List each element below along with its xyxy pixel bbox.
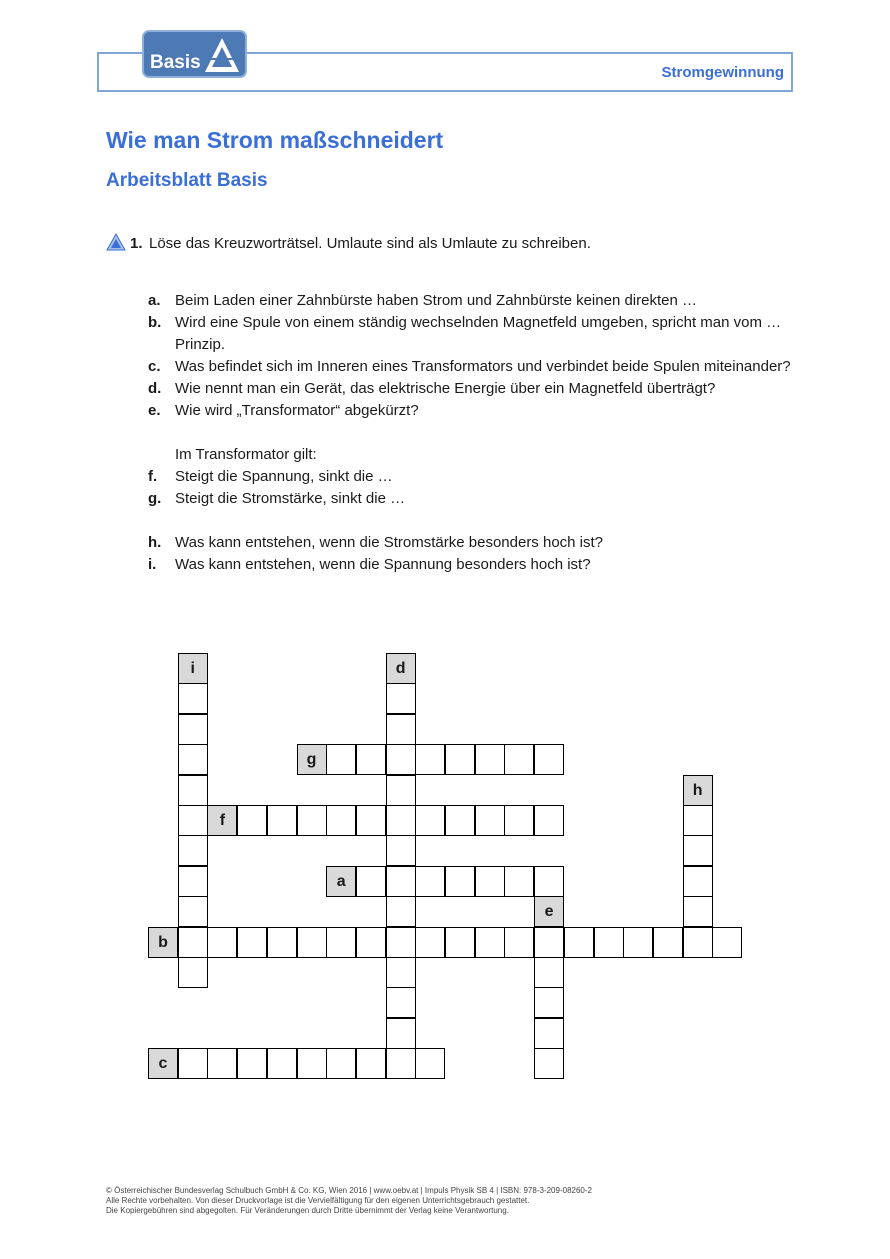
crossword-cell[interactable] <box>386 866 416 897</box>
task-text: Löse das Kreuzworträtsel. Umlaute sind als Umlaute zu schreiben. <box>149 235 591 252</box>
clue-text: Steigt die Stromstärke, sinkt die … <box>175 490 406 507</box>
clue-text: Wie nennt man ein Gerät, das elektrische Energie über ein Magnetfeld überträgt? <box>175 380 716 397</box>
crossword-cell[interactable] <box>178 714 208 745</box>
crossword-cell[interactable] <box>386 775 416 806</box>
crossword-label-c: c <box>148 1048 178 1079</box>
crossword-cell[interactable] <box>178 896 208 927</box>
clue-letter: f. <box>148 468 158 485</box>
crossword-cell[interactable] <box>267 1048 297 1079</box>
crossword-cell[interactable] <box>504 866 534 897</box>
crossword-cell[interactable] <box>534 1048 564 1079</box>
crossword-cell[interactable] <box>445 744 475 775</box>
crossword-cell[interactable] <box>386 987 416 1018</box>
crossword-cell[interactable] <box>504 927 534 958</box>
crossword-cell[interactable] <box>356 744 386 775</box>
crossword-cell[interactable] <box>267 805 297 836</box>
clue-letter: d. <box>148 380 162 397</box>
clue-letter: c. <box>148 358 161 375</box>
crossword-cell[interactable] <box>504 805 534 836</box>
clue-letter: e. <box>148 402 161 419</box>
crossword-cell[interactable] <box>475 805 505 836</box>
crossword-cell[interactable] <box>297 1048 327 1079</box>
crossword-cell[interactable] <box>356 927 386 958</box>
crossword-cell[interactable] <box>386 835 416 866</box>
clue-letter: g. <box>148 490 162 507</box>
crossword-label-h: h <box>683 775 713 806</box>
crossword-cell[interactable] <box>326 1048 356 1079</box>
logo-text: Basis <box>150 52 201 73</box>
crossword-cell[interactable] <box>534 987 564 1018</box>
crossword-cell[interactable] <box>356 1048 386 1079</box>
crossword-cell[interactable] <box>326 744 356 775</box>
crossword-cell[interactable] <box>326 927 356 958</box>
crossword-cell[interactable] <box>623 927 653 958</box>
clue-letter: h. <box>148 534 162 551</box>
transformer-intro: Im Transformator gilt: <box>175 446 317 463</box>
clue-text: Wird eine Spule von einem ständig wechselnden Magnetfeld umgeben, spricht man vom … Prinzip. <box>175 314 782 353</box>
crossword-label-g: g <box>297 744 327 775</box>
footer <box>106 1186 592 1216</box>
crossword-cell[interactable] <box>475 866 505 897</box>
crossword-cell[interactable] <box>207 1048 237 1079</box>
crossword-cell[interactable] <box>445 866 475 897</box>
crossword-cell[interactable] <box>415 866 445 897</box>
crossword-cell[interactable] <box>683 896 713 927</box>
crossword-cell[interactable] <box>178 927 208 958</box>
section-title: Stromgewinnung <box>661 64 784 81</box>
crossword-cell[interactable] <box>386 1048 416 1079</box>
crossword-cell[interactable] <box>386 896 416 927</box>
crossword-label-e: e <box>534 896 564 927</box>
crossword-cell[interactable] <box>534 1018 564 1049</box>
crossword-cell[interactable] <box>386 805 416 836</box>
crossword-cell[interactable] <box>504 744 534 775</box>
crossword-cell[interactable] <box>653 927 683 958</box>
page-subtitle: Arbeitsblatt Basis <box>106 170 268 191</box>
crossword-cell[interactable] <box>712 927 742 958</box>
crossword-cell[interactable] <box>178 866 208 897</box>
crossword-cell[interactable] <box>475 744 505 775</box>
crossword-cell[interactable] <box>178 957 208 988</box>
crossword-cell[interactable] <box>683 866 713 897</box>
clue-letter: i. <box>148 556 157 573</box>
crossword-cell[interactable] <box>445 927 475 958</box>
crossword-cell[interactable] <box>564 927 594 958</box>
clue-letter: a. <box>148 292 161 309</box>
crossword-label-f: f <box>207 805 237 836</box>
crossword-cell[interactable] <box>683 805 713 836</box>
crossword-cell[interactable] <box>386 957 416 988</box>
crossword-cell[interactable] <box>356 866 386 897</box>
crossword-cell[interactable] <box>178 683 208 714</box>
crossword-cell[interactable] <box>267 927 297 958</box>
crossword-label-d: d <box>386 653 416 684</box>
crossword-label-a: a <box>326 866 356 897</box>
clue-text: Steigt die Spannung, sinkt die … <box>175 468 393 485</box>
clue-text: Was kann entstehen, wenn die Stromstärke besonders hoch ist? <box>175 534 604 551</box>
crossword-cell[interactable] <box>178 1048 208 1079</box>
crossword-cell[interactable] <box>386 714 416 745</box>
crossword-cell[interactable] <box>326 805 356 836</box>
crossword-cell[interactable] <box>415 1048 445 1079</box>
crossword-cell[interactable] <box>415 744 445 775</box>
crossword-cell[interactable] <box>415 927 445 958</box>
crossword-cell[interactable] <box>534 866 564 897</box>
crossword-cell[interactable] <box>415 805 445 836</box>
clue-text: Was kann entstehen, wenn die Spannung besonders hoch ist? <box>175 556 591 573</box>
page-title: Wie man Strom maßschneidert <box>106 127 444 153</box>
crossword-cell[interactable] <box>297 927 327 958</box>
crossword-cell[interactable] <box>534 927 564 958</box>
clue-letter: b. <box>148 314 162 331</box>
clue-text: Was befindet sich im Inneren eines Transformators und verbindet beide Spulen miteinander? <box>175 358 791 375</box>
crossword-cell[interactable] <box>475 927 505 958</box>
task-number: 1. <box>130 235 143 252</box>
crossword-label-i: i <box>178 653 208 684</box>
crossword-cell[interactable] <box>386 927 416 958</box>
clue-text: Wie wird „Transformator“ abgekürzt? <box>175 402 419 419</box>
crossword-cell[interactable] <box>683 927 713 958</box>
footer-rights: Alle Rechte vorbehalten. Von dieser Druckvorlage ist die Vervielfältigung für den eigenen Unterrichtsgebrauch gestattet. <box>106 1196 530 1205</box>
crossword-cell[interactable] <box>178 744 208 775</box>
crossword-cell[interactable] <box>237 927 267 958</box>
crossword-cell[interactable] <box>386 683 416 714</box>
crossword-cell[interactable] <box>534 744 564 775</box>
crossword-cell[interactable] <box>534 957 564 988</box>
crossword-cell[interactable] <box>386 744 416 775</box>
footer-disclaimer: Die Kopiergebühren sind abgegolten. Für Veränderungen durch Dritte übernimmt der Verlag keine Verantwortung. <box>106 1206 509 1215</box>
clue-text: Beim Laden einer Zahnbürste haben Strom und Zahnbürste keinen direkten … <box>175 292 697 309</box>
crossword-cell[interactable] <box>237 1048 267 1079</box>
crossword-cell[interactable] <box>237 805 267 836</box>
crossword-cell[interactable] <box>178 835 208 866</box>
crossword-cell[interactable] <box>356 805 386 836</box>
crossword-cell[interactable] <box>594 927 624 958</box>
crossword-cell[interactable] <box>297 805 327 836</box>
crossword-label-b: b <box>148 927 178 958</box>
crossword-cell[interactable] <box>534 805 564 836</box>
crossword-cell[interactable] <box>445 805 475 836</box>
footer-copyright: © Österreichischer Bundesverlag Schulbuch GmbH & Co. KG, Wien 2016 | www.oebv.at | Impuls Physik SB 4 | ISBN: 978-3-209-08260-2 <box>106 1186 592 1195</box>
crossword-cell[interactable] <box>207 927 237 958</box>
crossword-cell[interactable] <box>178 775 208 806</box>
crossword-cell[interactable] <box>178 805 208 836</box>
crossword-cell[interactable] <box>386 1018 416 1049</box>
crossword-cell[interactable] <box>683 835 713 866</box>
